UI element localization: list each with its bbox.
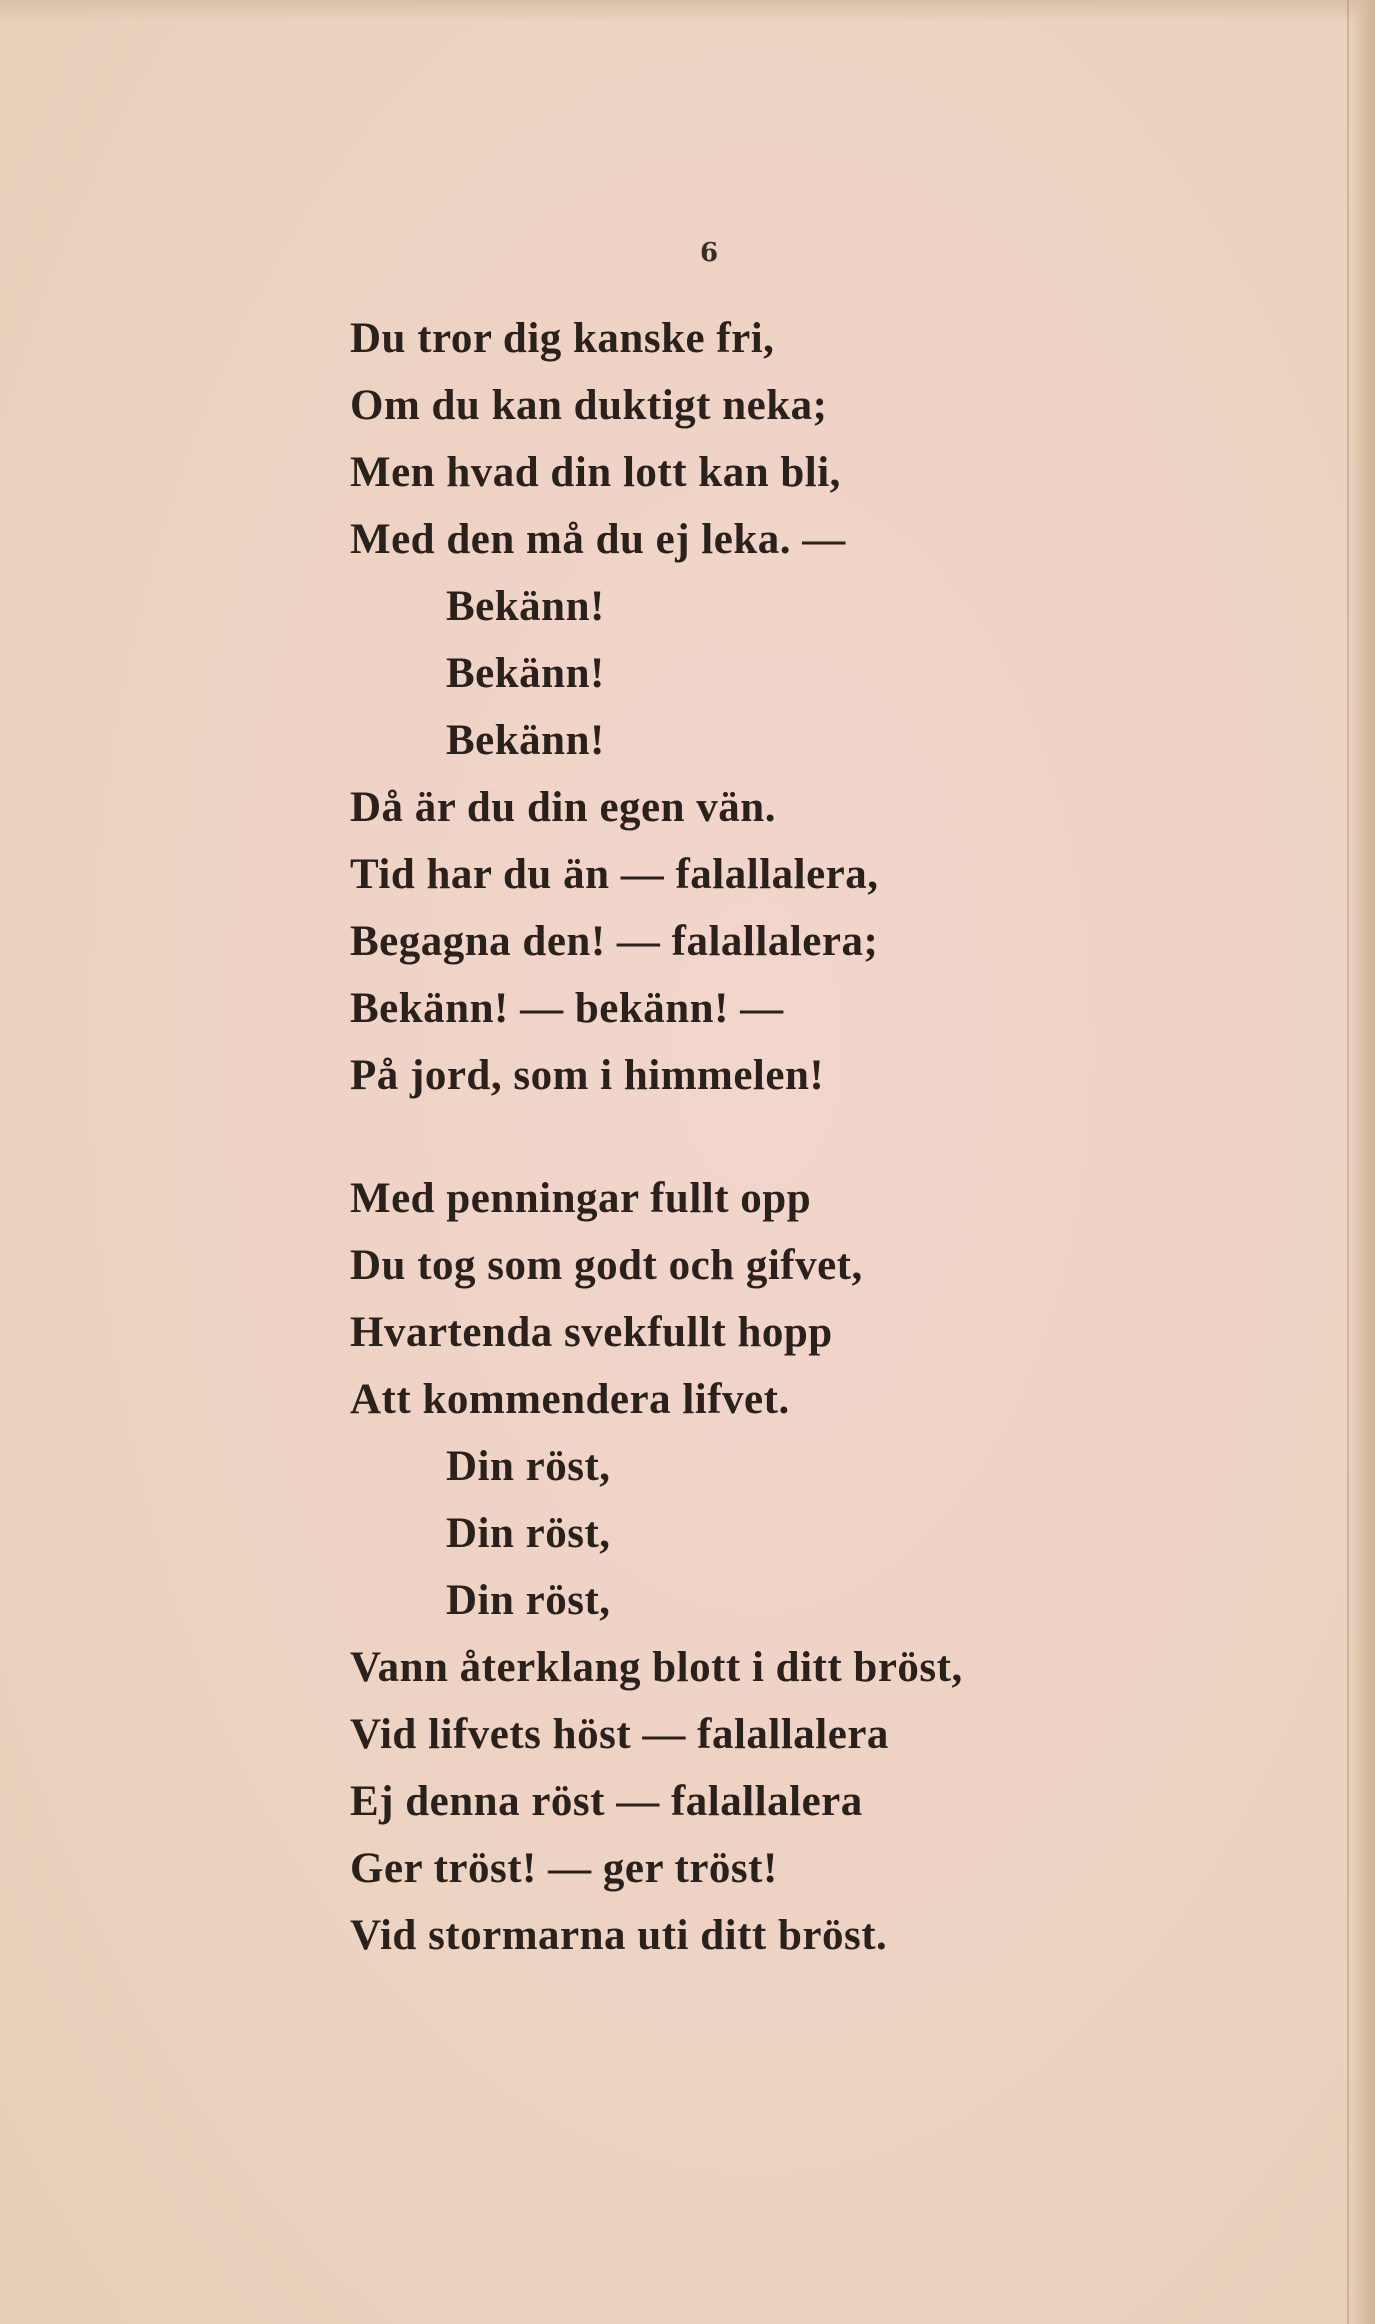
verse-line: Hvartenda svekfullt hopp <box>350 1309 833 1356</box>
paper-top-edge <box>0 0 1375 22</box>
verse-line-refrain: Bekänn! <box>446 717 605 764</box>
verse-line: Vid stormarna uti ditt bröst. <box>350 1912 888 1959</box>
verse-line-refrain: Din röst, <box>446 1510 611 1557</box>
verse-line: Bekänn! — bekänn! — <box>350 985 784 1032</box>
verse-line: Ej denna röst — falallalera <box>350 1778 863 1825</box>
verse-line: Då är du din egen vän. <box>350 784 776 831</box>
verse-line: Begagna den! — falallalera; <box>350 918 879 965</box>
verse-line: Ger tröst! — ger tröst! <box>350 1845 778 1892</box>
verse-line: Med den må du ej leka. — <box>350 516 846 563</box>
paper-right-edge <box>1349 0 1375 2324</box>
page-number: 6 <box>700 238 719 268</box>
verse-line: Du tog som godt och gifvet, <box>350 1242 863 1289</box>
verse-line: Tid har du än — falallalera, <box>350 851 879 898</box>
verse-line-refrain: Din röst, <box>446 1577 611 1624</box>
verse-line-refrain: Bekänn! <box>446 650 605 697</box>
poem-text <box>350 305 1110 1969</box>
verse-line: Men hvad din lott kan bli, <box>350 449 841 496</box>
verse-line: Att kommendera lifvet. <box>350 1376 790 1423</box>
verse-line-refrain: Bekänn! <box>446 583 605 630</box>
verse-line: Vid lifvets höst — falallalera <box>350 1711 889 1758</box>
verse-line: Om du kan duktigt neka; <box>350 382 828 429</box>
stanza-2 <box>350 1165 1110 1969</box>
verse-line: Med penningar fullt opp <box>350 1175 812 1222</box>
verse-line-refrain: Din röst, <box>446 1443 611 1490</box>
stanza-1 <box>350 305 1110 1109</box>
verse-line: På jord, som i himmelen! <box>350 1052 825 1099</box>
verse-line: Vann återklang blott i ditt bröst, <box>350 1644 963 1691</box>
verse-line: Du tror dig kanske fri, <box>350 315 775 362</box>
